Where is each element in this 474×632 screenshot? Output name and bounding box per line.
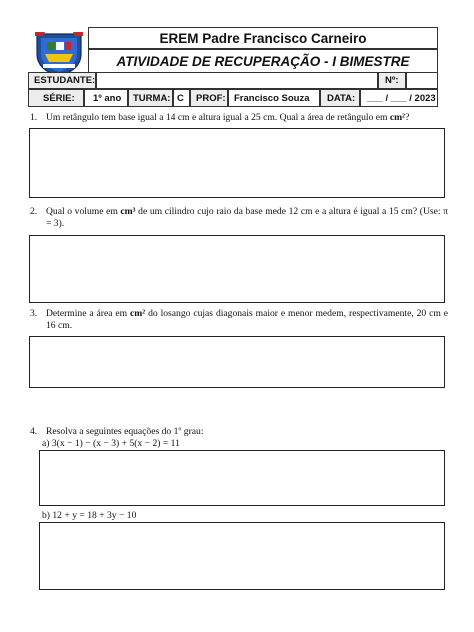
- turma-label: TURMA:: [128, 89, 173, 107]
- activity-title: ATIVIDADE DE RECUPERAÇÃO - I BIMESTRE: [116, 53, 410, 69]
- question-1-text: Um retângulo tem base igual a 14 cm e altura igual a 25 cm. Qual a área de retângulo em cm²?: [46, 112, 410, 123]
- question-2-unit: cm³: [120, 206, 136, 217]
- serie-label: SÉRIE:: [28, 89, 84, 107]
- question-4-number: 4.: [30, 426, 38, 437]
- question-2-text: Qual o volume em cm³ de um cilindro cujo raio da base mede 12 cm e a altura é igual a 15 cm? (Use: π = 3).: [46, 206, 448, 229]
- question-1-number: 1.: [30, 112, 38, 123]
- school-name: EREM Padre Francisco Carneiro: [159, 30, 367, 46]
- question-4a-answer-box[interactable]: [39, 450, 445, 506]
- serie-value: 1º ano: [84, 89, 128, 107]
- question-4-text: Resolva a seguintes equações do 1º grau:: [46, 426, 204, 437]
- student-number-field[interactable]: [406, 72, 438, 89]
- question-2-answer-box[interactable]: [29, 235, 445, 303]
- question-4a-equation: a) 3(x − 1) − (x − 3) + 5(x − 2) = 11: [42, 438, 180, 449]
- school-name-box: [88, 27, 438, 49]
- question-4b-equation: b) 12 + y = 18 + 3y − 10: [42, 510, 137, 521]
- school-crest-icon: [33, 28, 85, 78]
- question-3-number: 3.: [30, 308, 38, 319]
- turma-value: C: [173, 89, 190, 107]
- prof-label: PROF:: [190, 89, 228, 107]
- question-3-unit: cm²: [130, 308, 146, 319]
- date-label: DATA:: [320, 89, 360, 107]
- student-label: ESTUDANTE:: [28, 72, 96, 89]
- date-field[interactable]: ___ / ___ / 2023: [360, 89, 438, 107]
- question-3-text: Determine a área em cm² do losango cujas diagonais maior e menor medem, respectivamente, 20 cm e 16 cm.: [46, 308, 449, 331]
- prof-value: Francisco Souza: [228, 89, 320, 107]
- student-number-label: Nº:: [378, 72, 406, 89]
- question-2-number: 2.: [30, 206, 38, 217]
- question-1-answer-box[interactable]: [29, 128, 445, 198]
- question-4b-answer-box[interactable]: [39, 522, 445, 590]
- student-name-field[interactable]: [96, 72, 378, 89]
- question-1-unit: cm²: [389, 112, 406, 123]
- activity-title-box: [88, 49, 438, 73]
- question-3-answer-box[interactable]: [29, 336, 445, 388]
